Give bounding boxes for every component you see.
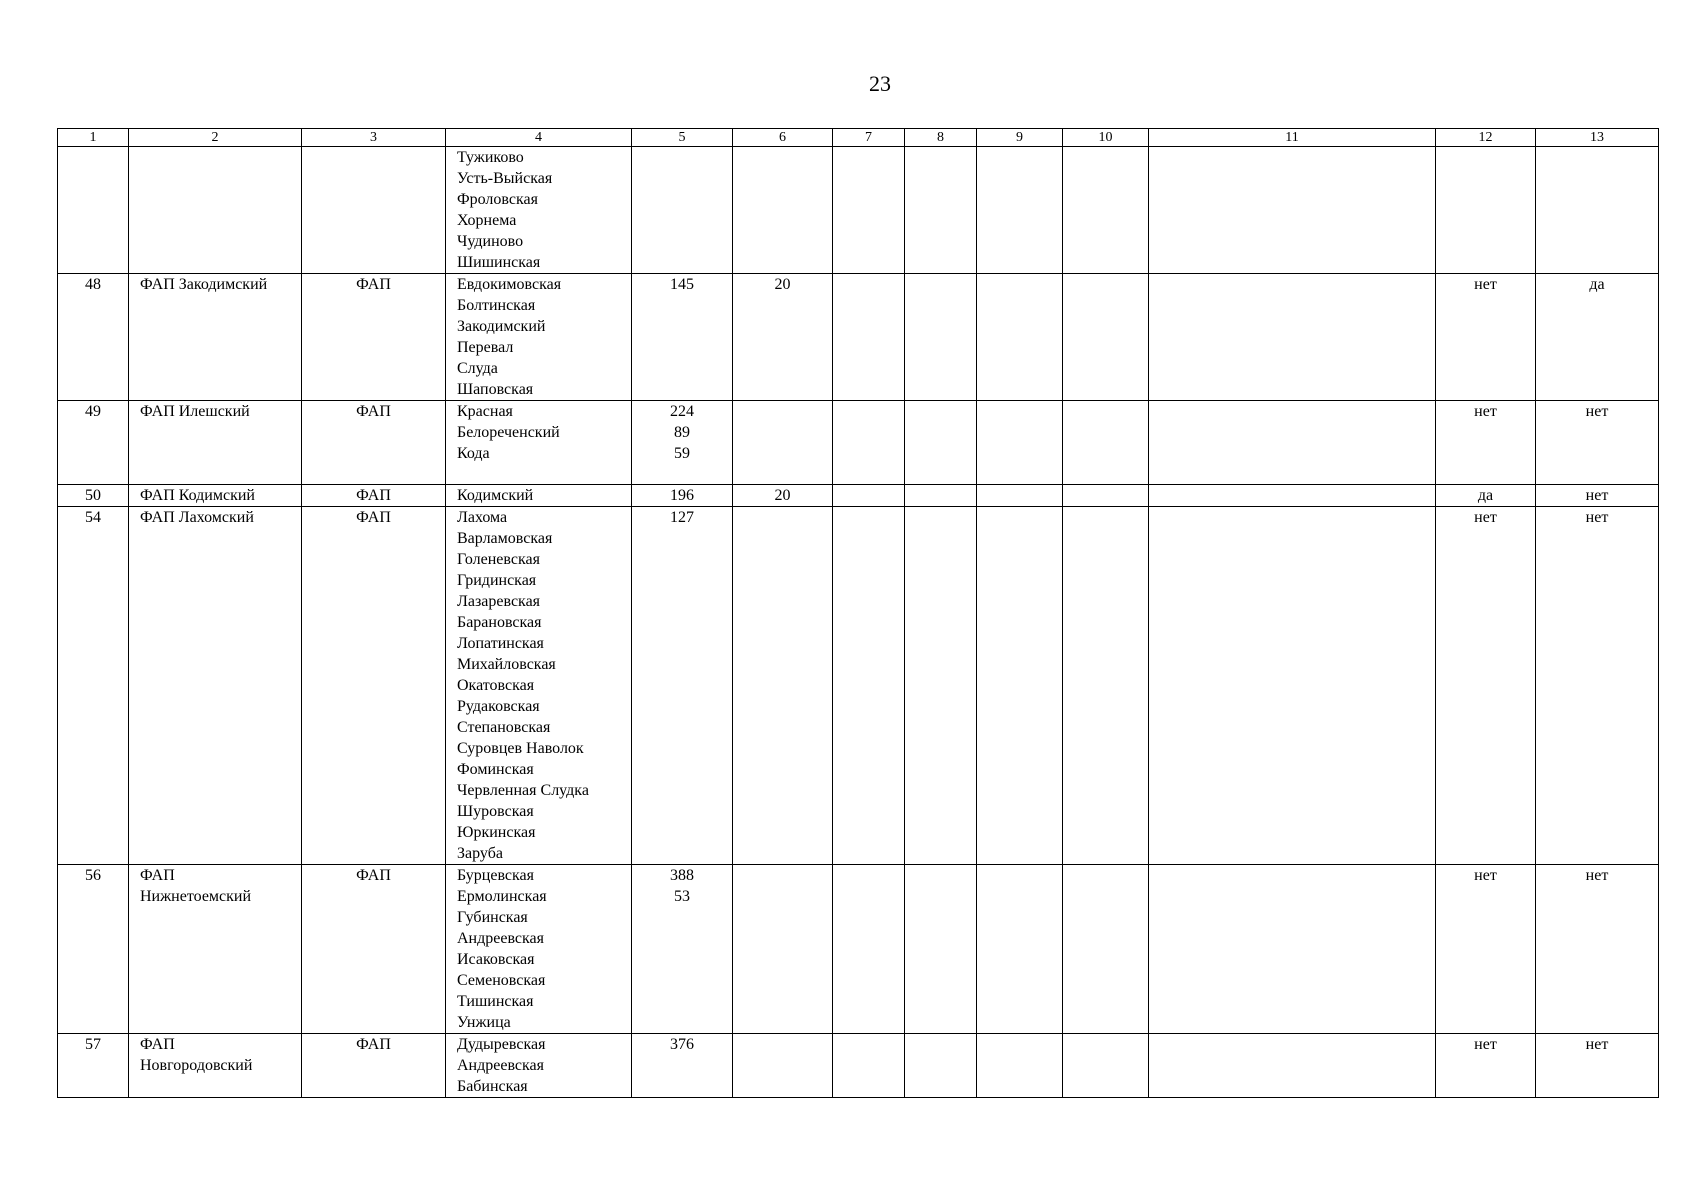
- data-table: [57, 128, 1659, 1098]
- column-header-row: [58, 129, 1659, 147]
- settlement-name: Тишинская: [457, 993, 534, 1010]
- cell-settlements: [446, 865, 632, 1034]
- cell-number: 56: [58, 865, 129, 1034]
- settlement-name: Евдокимовская: [457, 276, 562, 293]
- cell-col-10: [1063, 865, 1149, 1034]
- settlement-name: Варламовская: [457, 530, 553, 547]
- cell-number: 48: [58, 274, 129, 401]
- settlement-name: Шишинская: [457, 254, 541, 271]
- settlement-name: Исаковская: [457, 951, 535, 968]
- facility-name-line: ФАП Закодимский: [140, 276, 268, 293]
- cell-number: [58, 147, 129, 274]
- settlement-name: Андреевская: [457, 930, 545, 947]
- table-row: [58, 1034, 1659, 1098]
- cell-col-12: да: [1436, 485, 1536, 507]
- settlement-name: Кода: [457, 445, 490, 462]
- cell-population: [632, 507, 733, 865]
- cell-settlements: [446, 485, 632, 507]
- table-row: [58, 274, 1659, 401]
- cell-population: [632, 274, 733, 401]
- settlement-name: Ермолинская: [457, 888, 547, 905]
- cell-col-6: [733, 507, 833, 865]
- table-row: [58, 401, 1659, 485]
- cell-col-8: [905, 485, 977, 507]
- cell-facility-type: ФАП: [302, 507, 446, 865]
- cell-col-9: [977, 147, 1063, 274]
- population-value: 388: [670, 867, 694, 884]
- cell-col-13: нет: [1536, 485, 1659, 507]
- cell-col-7: [833, 865, 905, 1034]
- cell-facility-name: [129, 401, 302, 485]
- column-header: 11: [1149, 129, 1436, 147]
- settlement-name: Красная: [457, 403, 513, 420]
- cell-number: 54: [58, 507, 129, 865]
- table-row: [58, 147, 1659, 274]
- facility-name-line: ФАП Лахомский: [140, 509, 254, 526]
- settlement-name: Слуда: [457, 360, 498, 377]
- cell-col-13: нет: [1536, 865, 1659, 1034]
- cell-col-11: [1149, 865, 1436, 1034]
- cell-number: 49: [58, 401, 129, 485]
- cell-population: [632, 865, 733, 1034]
- settlement-name: Гридинская: [457, 572, 537, 589]
- column-header: 8: [905, 129, 977, 147]
- settlement-name: Хорнема: [457, 212, 517, 229]
- settlement-name: Голеневская: [457, 551, 540, 568]
- cell-col-12: нет: [1436, 1034, 1536, 1098]
- cell-col-7: [833, 485, 905, 507]
- cell-col-9: [977, 401, 1063, 485]
- cell-facility-type: ФАП: [302, 274, 446, 401]
- cell-col-6: [733, 147, 833, 274]
- cell-col-9: [977, 1034, 1063, 1098]
- cell-facility-name: [129, 147, 302, 274]
- facility-name-line: Нижнетоемский: [140, 888, 252, 905]
- cell-settlements: [446, 147, 632, 274]
- cell-col-6: [733, 865, 833, 1034]
- column-header: 1: [58, 129, 129, 147]
- settlement-name: Рудаковская: [457, 698, 540, 715]
- cell-col-7: [833, 401, 905, 485]
- cell-settlements: [446, 1034, 632, 1098]
- cell-col-13: нет: [1536, 1034, 1659, 1098]
- cell-col-6: 20: [733, 485, 833, 507]
- cell-col-9: [977, 507, 1063, 865]
- cell-col-12: [1436, 147, 1536, 274]
- cell-col-9: [977, 485, 1063, 507]
- cell-col-11: [1149, 507, 1436, 865]
- settlement-name: Усть-Выйская: [457, 170, 553, 187]
- cell-col-8: [905, 507, 977, 865]
- cell-col-8: [905, 1034, 977, 1098]
- column-header: 2: [129, 129, 302, 147]
- cell-col-13: да: [1536, 274, 1659, 401]
- cell-population: [632, 485, 733, 507]
- cell-col-8: [905, 865, 977, 1034]
- cell-col-6: [733, 1034, 833, 1098]
- cell-col-7: [833, 147, 905, 274]
- cell-col-7: [833, 1034, 905, 1098]
- settlement-name: Бабинская: [457, 1078, 528, 1095]
- facility-name-line: ФАП Илешский: [140, 403, 250, 420]
- cell-col-12: нет: [1436, 401, 1536, 485]
- cell-facility-name: [129, 485, 302, 507]
- cell-col-13: [1536, 147, 1659, 274]
- settlement-name: Лопатинская: [457, 635, 544, 652]
- facility-name-line: Новгородовский: [140, 1057, 253, 1074]
- cell-facility-type: ФАП: [302, 485, 446, 507]
- population-value: 127: [670, 509, 694, 526]
- cell-col-11: [1149, 485, 1436, 507]
- settlement-name: Закодимский: [457, 318, 546, 335]
- cell-settlements: [446, 507, 632, 865]
- column-header: 7: [833, 129, 905, 147]
- cell-settlements: [446, 274, 632, 401]
- settlement-name: Юркинская: [457, 824, 536, 841]
- cell-facility-name: [129, 1034, 302, 1098]
- cell-col-12: нет: [1436, 865, 1536, 1034]
- population-value: 224: [670, 403, 694, 420]
- cell-population: [632, 401, 733, 485]
- cell-col-13: нет: [1536, 507, 1659, 865]
- cell-col-10: [1063, 274, 1149, 401]
- cell-facility-type: ФАП: [302, 401, 446, 485]
- cell-facility-type: ФАП: [302, 1034, 446, 1098]
- cell-number: 57: [58, 1034, 129, 1098]
- table-row: [58, 507, 1659, 865]
- settlement-name: Андреевская: [457, 1057, 545, 1074]
- settlement-name: Кодимский: [457, 487, 534, 504]
- settlement-name: Барановская: [457, 614, 542, 631]
- cell-facility-type: ФАП: [302, 865, 446, 1034]
- cell-col-12: нет: [1436, 274, 1536, 401]
- population-value: 59: [674, 445, 690, 462]
- cell-col-10: [1063, 401, 1149, 485]
- facility-name-line: ФАП: [140, 1036, 175, 1053]
- cell-number: 50: [58, 485, 129, 507]
- settlement-name: Фроловская: [457, 191, 538, 208]
- settlement-name: Губинская: [457, 909, 528, 926]
- table-body: [58, 129, 1659, 1098]
- settlement-name: Суровцев Наволок: [457, 740, 584, 757]
- facility-name-line: ФАП Кодимский: [140, 487, 255, 504]
- settlement-name: Окатовская: [457, 677, 535, 694]
- population-value: 89: [674, 424, 690, 441]
- cell-col-9: [977, 274, 1063, 401]
- settlement-name: Степановская: [457, 719, 551, 736]
- column-header: 13: [1536, 129, 1659, 147]
- settlement-name: Тужиково: [457, 149, 524, 166]
- cell-facility-name: [129, 865, 302, 1034]
- column-header: 10: [1063, 129, 1149, 147]
- cell-population: [632, 147, 733, 274]
- column-header: 12: [1436, 129, 1536, 147]
- page-number: 23: [869, 71, 891, 96]
- population-value: 145: [670, 276, 694, 293]
- column-header: 5: [632, 129, 733, 147]
- cell-col-11: [1149, 401, 1436, 485]
- cell-population: [632, 1034, 733, 1098]
- population-value: 376: [670, 1036, 694, 1053]
- column-header: 3: [302, 129, 446, 147]
- column-header: 9: [977, 129, 1063, 147]
- cell-col-10: [1063, 507, 1149, 865]
- column-header: 4: [446, 129, 632, 147]
- cell-col-11: [1149, 1034, 1436, 1098]
- settlement-name: Перевал: [457, 339, 514, 356]
- settlement-name: Чудиново: [457, 233, 524, 250]
- cell-col-6: [733, 401, 833, 485]
- settlement-name: Семеновская: [457, 972, 546, 989]
- settlement-name: Михайловская: [457, 656, 556, 673]
- cell-col-11: [1149, 274, 1436, 401]
- settlement-name: Шаповская: [457, 381, 534, 398]
- cell-col-10: [1063, 147, 1149, 274]
- cell-col-13: нет: [1536, 401, 1659, 485]
- settlement-name: Болтинская: [457, 297, 536, 314]
- settlement-name: Унжица: [457, 1014, 511, 1031]
- settlement-name: Лахома: [457, 509, 508, 526]
- cell-facility-type: [302, 147, 446, 274]
- settlement-name: Фоминская: [457, 761, 534, 778]
- cell-col-12: нет: [1436, 507, 1536, 865]
- table-row: [58, 865, 1659, 1034]
- population-value: 196: [670, 487, 694, 504]
- cell-settlements: [446, 401, 632, 485]
- cell-col-7: [833, 507, 905, 865]
- cell-col-8: [905, 147, 977, 274]
- cell-col-11: [1149, 147, 1436, 274]
- cell-col-10: [1063, 485, 1149, 507]
- cell-col-10: [1063, 1034, 1149, 1098]
- cell-col-7: [833, 274, 905, 401]
- settlement-name: Заруба: [457, 845, 503, 862]
- column-header: 6: [733, 129, 833, 147]
- settlement-name: Белореченский: [457, 424, 560, 441]
- settlement-name: Шуровская: [457, 803, 534, 820]
- settlement-name: Бурцевская: [457, 867, 535, 884]
- settlement-name: Червленная Слудка: [457, 782, 589, 799]
- settlement-name: Лазаревская: [457, 593, 541, 610]
- cell-col-9: [977, 865, 1063, 1034]
- cell-facility-name: [129, 507, 302, 865]
- cell-facility-name: [129, 274, 302, 401]
- settlement-name: Дудыревская: [457, 1036, 546, 1053]
- cell-col-8: [905, 274, 977, 401]
- population-value: 53: [674, 888, 690, 905]
- facility-name-line: ФАП: [140, 867, 175, 884]
- cell-col-6: 20: [733, 274, 833, 401]
- cell-col-8: [905, 401, 977, 485]
- table-row: [58, 485, 1659, 507]
